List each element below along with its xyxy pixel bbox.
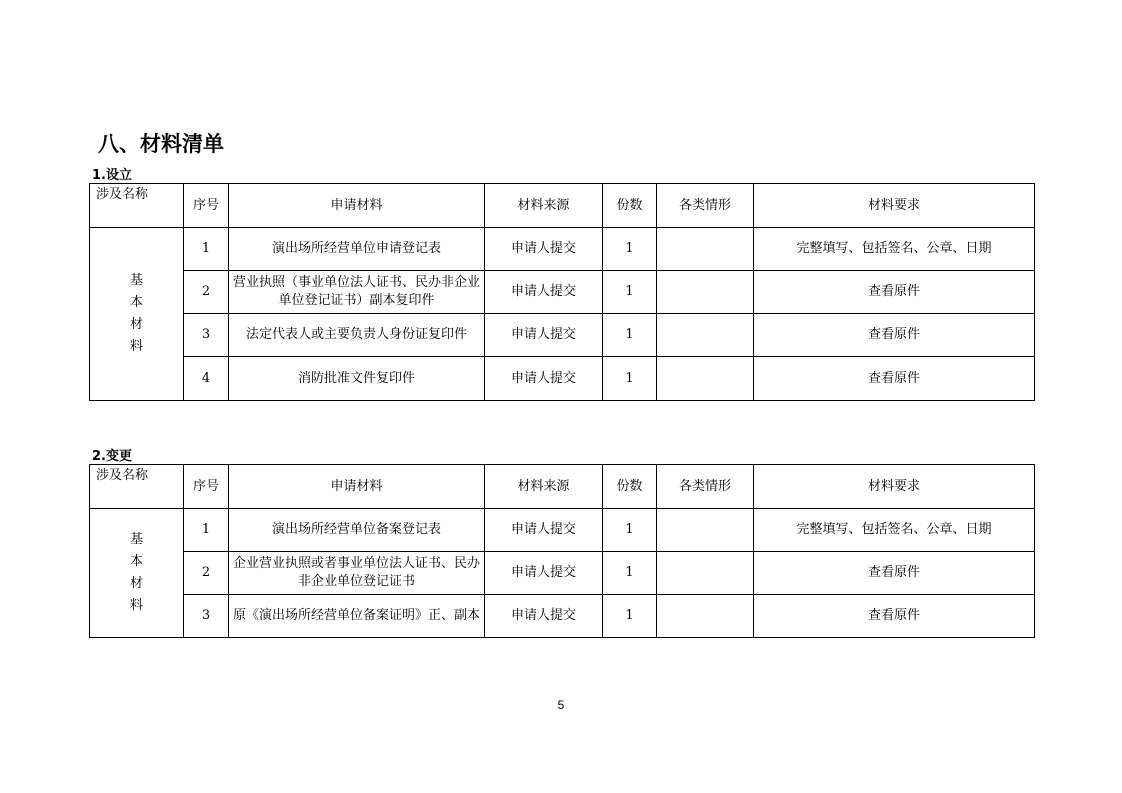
- header-involve: 涉及名称: [90, 184, 184, 228]
- page-title: 八、材料清单: [98, 132, 224, 156]
- cell-situation: [657, 552, 754, 595]
- cell-requirement: 查看原件: [754, 552, 1035, 595]
- cell-material: 原《演出场所经营单位备案证明》正、副本: [229, 595, 485, 638]
- header-copies: 份数: [603, 465, 657, 509]
- cell-material: 演出场所经营单位申请登记表: [229, 228, 485, 271]
- header-situation: 各类情形: [657, 184, 754, 228]
- cell-requirement: 查看原件: [754, 271, 1035, 314]
- cell-source: 申请人提交: [485, 271, 603, 314]
- cell-seq: 2: [184, 552, 229, 595]
- cell-situation: [657, 228, 754, 271]
- cell-copies: 1: [603, 314, 657, 357]
- header-copies: 份数: [603, 184, 657, 228]
- cell-requirement: 查看原件: [754, 314, 1035, 357]
- group-label-basic-materials: 基 本 材 料: [90, 228, 184, 401]
- section-title-change: 2.变更: [92, 449, 132, 464]
- header-involve: 涉及名称: [90, 465, 184, 509]
- cell-situation: [657, 595, 754, 638]
- cell-source: 申请人提交: [485, 314, 603, 357]
- cell-situation: [657, 357, 754, 401]
- header-requirement: 材料要求: [754, 184, 1035, 228]
- cell-seq: 1: [184, 509, 229, 552]
- table-row: [90, 552, 1035, 595]
- cell-seq: 4: [184, 357, 229, 401]
- cell-requirement: 完整填写、包括签名、公章、日期: [754, 228, 1035, 271]
- cell-copies: 1: [603, 357, 657, 401]
- page-number: 5: [557, 698, 565, 712]
- cell-source: 申请人提交: [485, 357, 603, 401]
- table-row: [90, 509, 1035, 552]
- header-source: 材料来源: [485, 184, 603, 228]
- table-header-row: [90, 184, 1035, 228]
- header-seq: 序号: [184, 465, 229, 509]
- cell-copies: 1: [603, 552, 657, 595]
- header-material: 申请材料: [229, 184, 485, 228]
- table-row: [90, 314, 1035, 357]
- cell-requirement: 完整填写、包括签名、公章、日期: [754, 509, 1035, 552]
- cell-requirement: 查看原件: [754, 595, 1035, 638]
- cell-material: 消防批准文件复印件: [229, 357, 485, 401]
- cell-source: 申请人提交: [485, 228, 603, 271]
- cell-copies: 1: [603, 271, 657, 314]
- header-seq: 序号: [184, 184, 229, 228]
- cell-copies: 1: [603, 595, 657, 638]
- table-row: [90, 595, 1035, 638]
- cell-source: 申请人提交: [485, 509, 603, 552]
- group-label-basic-materials: 基 本 材 料: [90, 509, 184, 638]
- cell-copies: 1: [603, 509, 657, 552]
- materials-table-establish: [89, 183, 1035, 401]
- cell-seq: 2: [184, 271, 229, 314]
- header-situation: 各类情形: [657, 465, 754, 509]
- table-row: [90, 357, 1035, 401]
- table-header-row: [90, 465, 1035, 509]
- cell-requirement: 查看原件: [754, 357, 1035, 401]
- cell-copies: 1: [603, 228, 657, 271]
- table-row: [90, 228, 1035, 271]
- header-requirement: 材料要求: [754, 465, 1035, 509]
- cell-situation: [657, 314, 754, 357]
- cell-seq: 3: [184, 314, 229, 357]
- cell-situation: [657, 271, 754, 314]
- cell-source: 申请人提交: [485, 552, 603, 595]
- cell-material: 营业执照（事业单位法人证书、民办非企业单位登记证书）副本复印件: [229, 271, 485, 314]
- cell-seq: 1: [184, 228, 229, 271]
- cell-material: 演出场所经营单位备案登记表: [229, 509, 485, 552]
- cell-source: 申请人提交: [485, 595, 603, 638]
- cell-material: 企业营业执照或者事业单位法人证书、民办非企业单位登记证书: [229, 552, 485, 595]
- table-row: [90, 271, 1035, 314]
- materials-table-change: [89, 464, 1035, 638]
- section-title-establish: 1.设立: [92, 168, 132, 183]
- cell-material: 法定代表人或主要负责人身份证复印件: [229, 314, 485, 357]
- header-material: 申请材料: [229, 465, 485, 509]
- header-source: 材料来源: [485, 465, 603, 509]
- cell-situation: [657, 509, 754, 552]
- cell-seq: 3: [184, 595, 229, 638]
